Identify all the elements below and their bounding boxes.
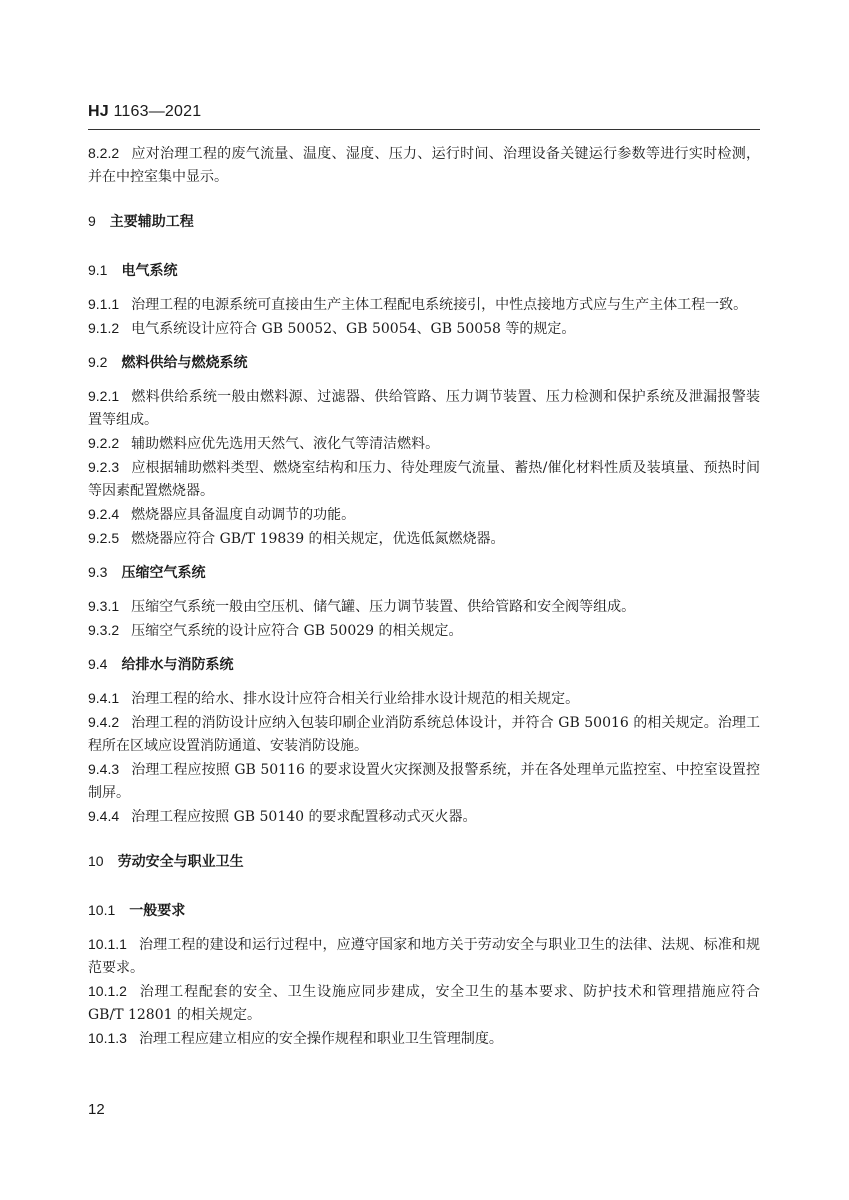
section-heading-9: 9 主要辅助工程 [88,213,194,230]
clause-9-2-3: 9.2.3 应根据辅助燃料类型、燃烧室结构和压力、待处理废气流量、蓄热/催化材料性质及装填量、预热时间等因素配置燃烧器。 [88,459,760,499]
document-body [88,142,760,1051]
clause-9-1-1: 9.1.1 治理工程的电源系统可直接由生产主体工程配电系统接引，中性点接地方式应与生产主体工程一致。 [88,296,748,313]
subsection-heading-9-1: 9.1 电气系统 [88,262,178,279]
clause-9-2-5: 9.2.5 燃烧器应符合 GB/T 19839 的相关规定，优选低氮燃烧器。 [88,530,505,547]
clause-9-4-3: 9.4.3 治理工程应按照 GB 50116 的要求设置火灾探测及报警系统，并在各处理单元监控室、中控室设置控制屏。 [88,761,760,801]
clause-8-2-2: 8.2.2 应对治理工程的废气流量、温度、湿度、压力、运行时间、治理设备关键运行参数等进行实时检测，并在中控室集中显示。 [88,145,760,185]
clause-9-4-1: 9.4.1 治理工程的给水、排水设计应符合相关行业给排水设计规范的相关规定。 [88,690,580,707]
subsection-heading-9-3: 9.3 压缩空气系统 [88,564,206,581]
clause-9-4-4: 9.4.4 治理工程应按照 GB 50140 的要求配置移动式灭火器。 [88,808,477,825]
clause-10-1-1: 10.1.1 治理工程的建设和运行过程中，应遵守国家和地方关于劳动安全与职业卫生的法律、法规、标准和规范要求。 [88,936,760,976]
page-number: 12 [88,1101,105,1118]
clause-9-3-2: 9.3.2 压缩空气系统的设计应符合 GB 50029 的相关规定。 [88,622,463,639]
clause-9-2-4: 9.2.4 燃烧器应具备温度自动调节的功能。 [88,506,356,523]
subsection-heading-9-4: 9.4 给排水与消防系统 [88,656,234,673]
clause-10-1-2: 10.1.2 治理工程配套的安全、卫生设施应同步建成，安全卫生的基本要求、防护技术和管理措施应符合 GB/T 12801 的相关规定。 [88,983,760,1023]
clause-10-1-3: 10.1.3 治理工程应建立相应的安全操作规程和职业卫生管理制度。 [88,1030,503,1047]
clause-9-3-1: 9.3.1 压缩空气系统一般由空压机、储气罐、压力调节装置、供给管路和安全阀等组成。 [88,598,636,615]
subsection-heading-10-1: 10.1 一般要求 [88,902,186,919]
standard-code: HJ [88,103,109,120]
standard-number: 1163—2021 [113,103,202,120]
clause-9-4-2: 9.4.2 治理工程的消防设计应纳入包装印刷企业消防系统总体设计，并符合 GB 50016 的相关规定。治理工程所在区域应设置消防通道、安装消防设施。 [88,714,760,754]
subsection-heading-9-2: 9.2 燃料供给与燃烧系统 [88,354,248,371]
clause-9-2-1: 9.2.1 燃料供给系统一般由燃料源、过滤器、供给管路、压力调节装置、压力检测和保护系统及泄漏报警装置等组成。 [88,388,760,428]
header-divider [88,129,760,130]
page-header [88,103,201,121]
section-heading-10: 10 劳动安全与职业卫生 [88,853,244,870]
clause-9-1-2: 9.1.2 电气系统设计应符合 GB 50052、GB 50054、GB 50058 等的规定。 [88,320,576,337]
clause-9-2-2: 9.2.2 辅助燃料应优先选用天然气、液化气等清洁燃料。 [88,435,440,452]
